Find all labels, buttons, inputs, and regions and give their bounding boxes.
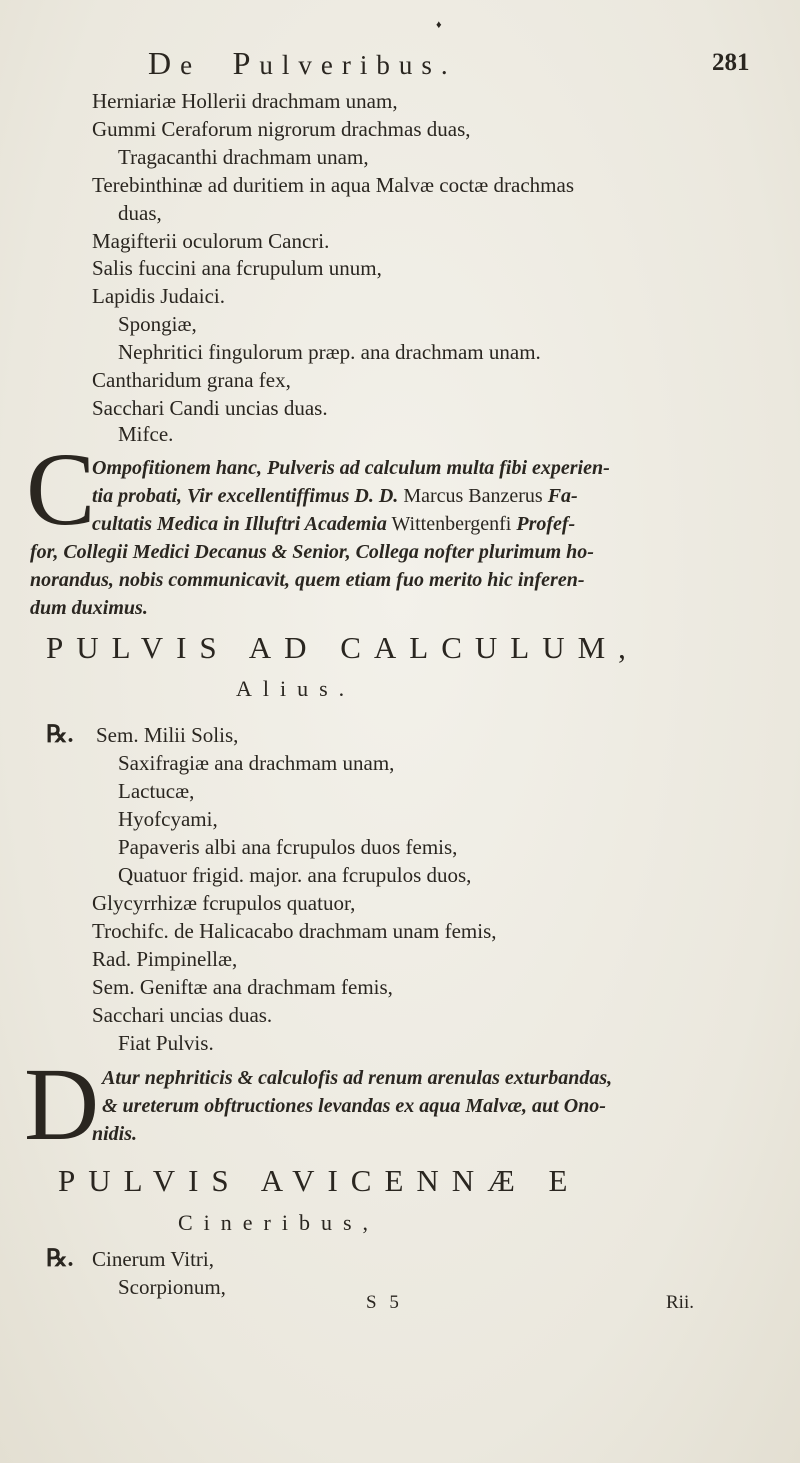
recipe-line: Fiat Pulvis. [118, 1031, 214, 1055]
paragraph-line: Ompofitionem hanc, Pulveris ad calculum multa fibi experien- [92, 457, 610, 479]
recipe-line: Cantharidum grana fex, [92, 368, 291, 392]
recipe-line: Scorpionum, [118, 1275, 226, 1299]
paragraph-line: norandus, nobis communicavit, quem etiam fuo merito hic inferen- [30, 569, 585, 591]
recipe-line: Glycyrrhizæ fcrupulos quatuor, [92, 891, 356, 915]
paragraph-text-roman: Marcus Banzerus [398, 485, 548, 507]
recipe-line: Sacchari Candi uncias duas. [92, 396, 328, 420]
recipe-line: Herniariæ Hollerii drachmam unam, [92, 89, 398, 113]
signature-mark: S 5 [366, 1292, 403, 1313]
section-heading: PULVIS AVICENNÆ E [58, 1163, 581, 1198]
running-head-initial-2: P [232, 45, 260, 81]
running-head-initial-1: D [148, 45, 181, 81]
paragraph-text-italic: Fa- [547, 485, 578, 507]
recipe-line: Spongiæ, [118, 312, 197, 336]
recipe-line: Papaveris albi ana fcrupulos duos femis, [118, 835, 458, 859]
page-number: 281 [712, 49, 750, 76]
recipe-line: Tragacanthi drachmam unam, [118, 145, 369, 169]
paragraph-line: nidis. [92, 1123, 138, 1145]
recipe-line: Sem. Geniftæ ana drachmam femis, [92, 975, 393, 999]
paragraph-line [92, 483, 578, 509]
recipe-line: Gummi Ceraforum nigrorum drachmas duas, [92, 117, 471, 141]
recipe-line: Terebinthinæ ad duritiem in aqua Malvæ coctæ drachmas [92, 173, 574, 197]
recipe-symbol: ℞. [46, 1246, 74, 1272]
recipe-line: duas, [118, 201, 162, 225]
running-head [148, 45, 457, 81]
recipe-line: Nephritici fingulorum præp. ana drachmam unam. [118, 340, 541, 364]
recipe-line: Salis fuccini ana fcrupulum unum, [92, 256, 382, 280]
drop-cap: D [24, 1047, 100, 1162]
recipe-line: Sacchari uncias duas. [92, 1003, 273, 1027]
recipe-line: Magifterii oculorum Cancri. [92, 229, 330, 253]
paragraph-line: dum duximus. [30, 597, 148, 619]
catchword: Rii. [666, 1292, 694, 1313]
paragraph-line [92, 511, 575, 537]
paragraph-line: for, Collegii Medici Decanus & Senior, Collega nofter plurimum ho- [30, 541, 594, 563]
recipe-line: Cinerum Vitri, [92, 1247, 215, 1271]
recipe-symbol: ℞. [46, 722, 74, 748]
section-heading: PULVIS AD CALCULUM, [46, 630, 639, 665]
paragraph-text-italic: Profef- [516, 513, 576, 535]
recipe-line: Hyofcyami, [118, 807, 218, 831]
ornament-mark: ♦ [436, 19, 442, 31]
paragraph-text-italic: tia probati, Vir excellentiffimus D. D. [92, 485, 399, 507]
recipe-line: Trochifc. de Halicacabo drachmam unam femis, [92, 919, 497, 943]
paragraph-line: Atur nephriticis & calculofis ad renum arenulas exturbandas, [102, 1067, 613, 1089]
drop-cap: C [26, 432, 96, 547]
paragraph-text-roman: Wittenbergenfi [386, 513, 517, 535]
recipe-line: Quatuor frigid. major. ana fcrupulos duos, [118, 863, 472, 887]
paragraph-text-italic: cultatis Medica in Illuftri Academia [92, 513, 387, 535]
recipe-line: Saxifragiæ ana drachmam unam, [118, 751, 395, 775]
running-head-part-1: e [180, 50, 202, 80]
recipe-line: Sem. Milii Solis, [96, 723, 239, 747]
recipe-line: Lactucæ, [118, 779, 195, 803]
recipe-line: Rad. Pimpinellæ, [92, 947, 238, 971]
running-head-part-2: ulveribus. [259, 50, 457, 80]
section-subheading: Alius. [236, 676, 356, 701]
recipe-line: Lapidis Judaici. [92, 284, 225, 308]
recipe-line: Mifce. [118, 422, 174, 446]
section-subheading: Cineribus, [178, 1210, 380, 1235]
paragraph-line: & ureterum obftructiones levandas ex aqua Malvæ, aut Ono- [102, 1095, 606, 1117]
